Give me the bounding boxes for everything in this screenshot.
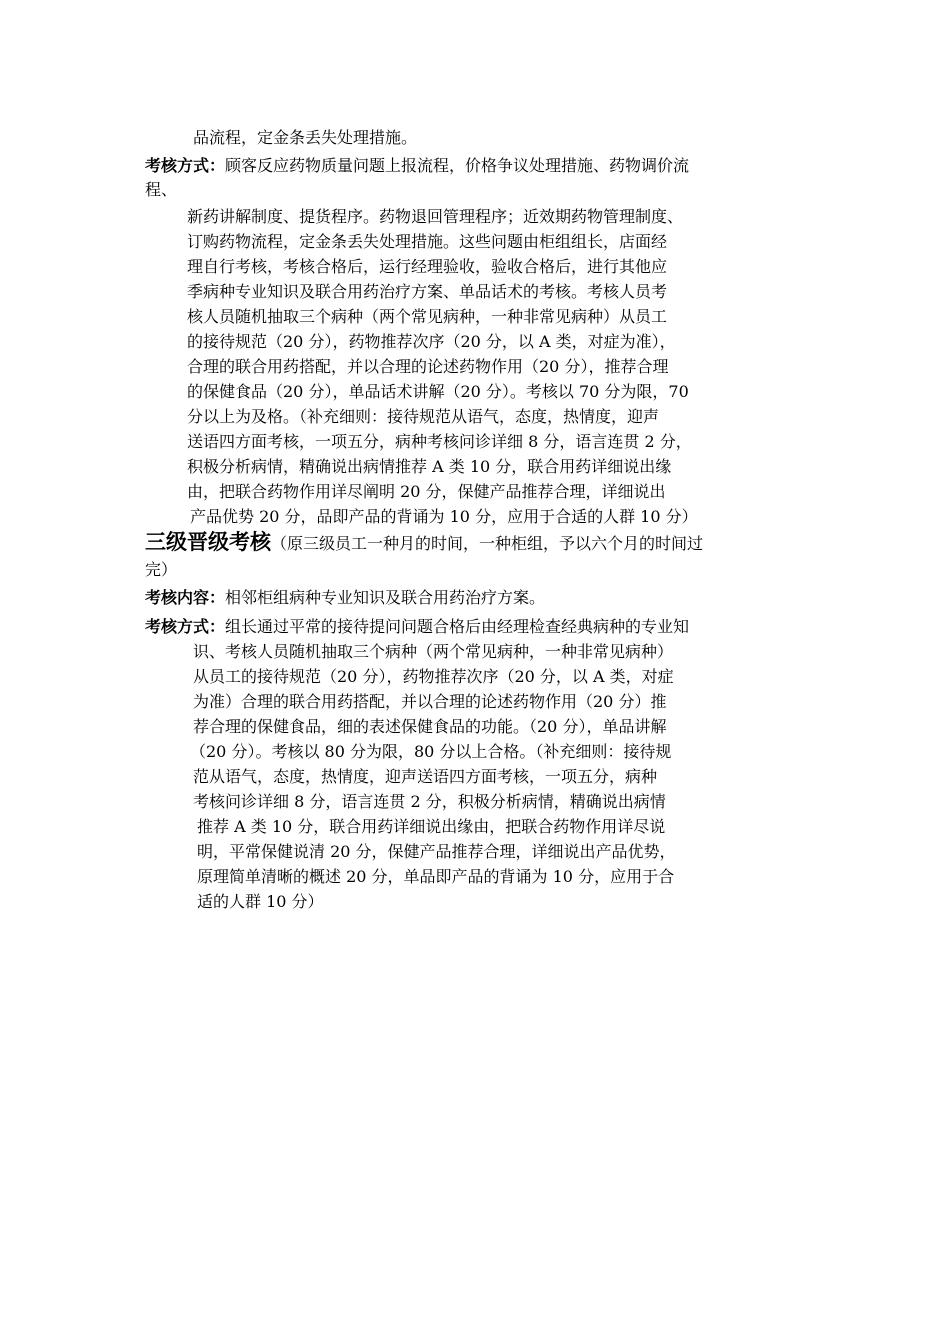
level3-heading-line [145,528,703,556]
method1-first-line [145,154,689,178]
method2-line: 推荐 A 类 10 分，联合用药详细说出缘由，把联合药物作用详尽说 [197,817,666,836]
method2-line: 考核问诊详细 8 分，语言连贯 2 分，积极分析病情，精确说出病情 [193,792,666,811]
method1-line: 的保健食品（20 分），单品话术讲解（20 分）。考核以 70 分为限，70 [187,382,689,401]
method2-line: 从员工的接待规范（20 分），药物推荐次序（20 分，以 A 类，对症 [193,667,674,686]
method1-line: 的接待规范（20 分），药物推荐次序（20 分，以 A 类，对症为准）， [187,332,676,351]
method2-line: （20 分）。考核以 80 分为限，80 分以上合格。（补充细则：接待规 [190,742,672,761]
method2-first-line [145,615,689,639]
content-label: 考核内容： [145,588,226,607]
method1-line: 分以上为及格。（补充细则：接待规范从语气，态度，热情度，迎声 [187,407,660,426]
content-line [145,586,545,610]
method1-line: 理自行考核，考核合格后，运行经理验收，验收合格后，进行其他应 [187,257,668,276]
method2-line: 适的人群 10 分） [197,892,324,911]
method2-label: 考核方式： [145,617,226,636]
method1-line: 由，把联合药物作用详尽阐明 20 分，保健产品推荐合理，详细说出 [187,482,666,501]
section-heading: 三级晋级考核 [145,530,271,554]
method2-line: 范从语气，态度，热情度，迎声送语四方面考核，一项五分，病种 [193,767,658,786]
method1-line: 新药讲解制度、提货程序。药物退回管理程序；近效期药物管理制度、 [187,207,684,226]
intro-tail-line: 品流程，定金条丢失处理措施。 [193,128,418,147]
method2-first-text: 组长通过平常的接待提问问题合格后由经理检查经典病种的专业知 [225,617,690,636]
method2-line: 原理简单清晰的概述 20 分，单品即产品的背诵为 10 分，应用于合 [197,867,675,886]
method1-label: 考核方式： [145,156,226,175]
method1-line: 核人员随机抽取三个病种（两个常见病种，一种非常见病种）从员工 [187,307,668,326]
section-heading-note: （原三级员工一种月的时间，一种柜组，予以六个月的时间过 [271,534,704,553]
method1-first-text: 顾客反应药物质量问题上报流程，价格争议处理措施、药物调价流 [225,156,690,175]
method1-line: 合理的联合用药搭配，并以合理的论述药物作用（20 分），推荐合理 [187,357,669,376]
method1-line: 积极分析病情，精确说出病情推荐 A 类 10 分，联合用药详细说出缘 [187,457,672,476]
method2-line: 荐合理的保健食品，细的表述保健食品的功能。（20 分），单品讲解 [193,717,667,736]
method1-line: 产品优势 20 分，品即产品的背诵为 10 分，应用于合适的人群 10 分） [190,507,698,526]
method2-line: 明，平常保健说清 20 分，保健产品推荐合理，详细说出产品优势， [197,842,676,861]
level3-wrap-line: 完） [145,560,178,579]
method1-line: 送语四方面考核，一项五分，病种考核问诊详细 8 分，语言连贯 2 分， [187,432,692,451]
method2-line: 识、考核人员随机抽取三个病种（两个常见病种，一种非常见病种） [193,642,674,661]
method2-line: 为准）合理的联合用药搭配，并以合理的论述药物作用（20 分）推 [193,692,667,711]
method1-line: 订购药物流程，定金条丢失处理措施。这些问题由柜组组长，店面经 [187,232,668,251]
content-text: 相邻柜组病种专业知识及联合用药治疗方案。 [225,588,546,607]
method1-wrap-line: 程、 [145,180,178,199]
method1-line: 季病种专业知识及联合用药治疗方案、单品话术的考核。考核人员考 [187,282,668,301]
